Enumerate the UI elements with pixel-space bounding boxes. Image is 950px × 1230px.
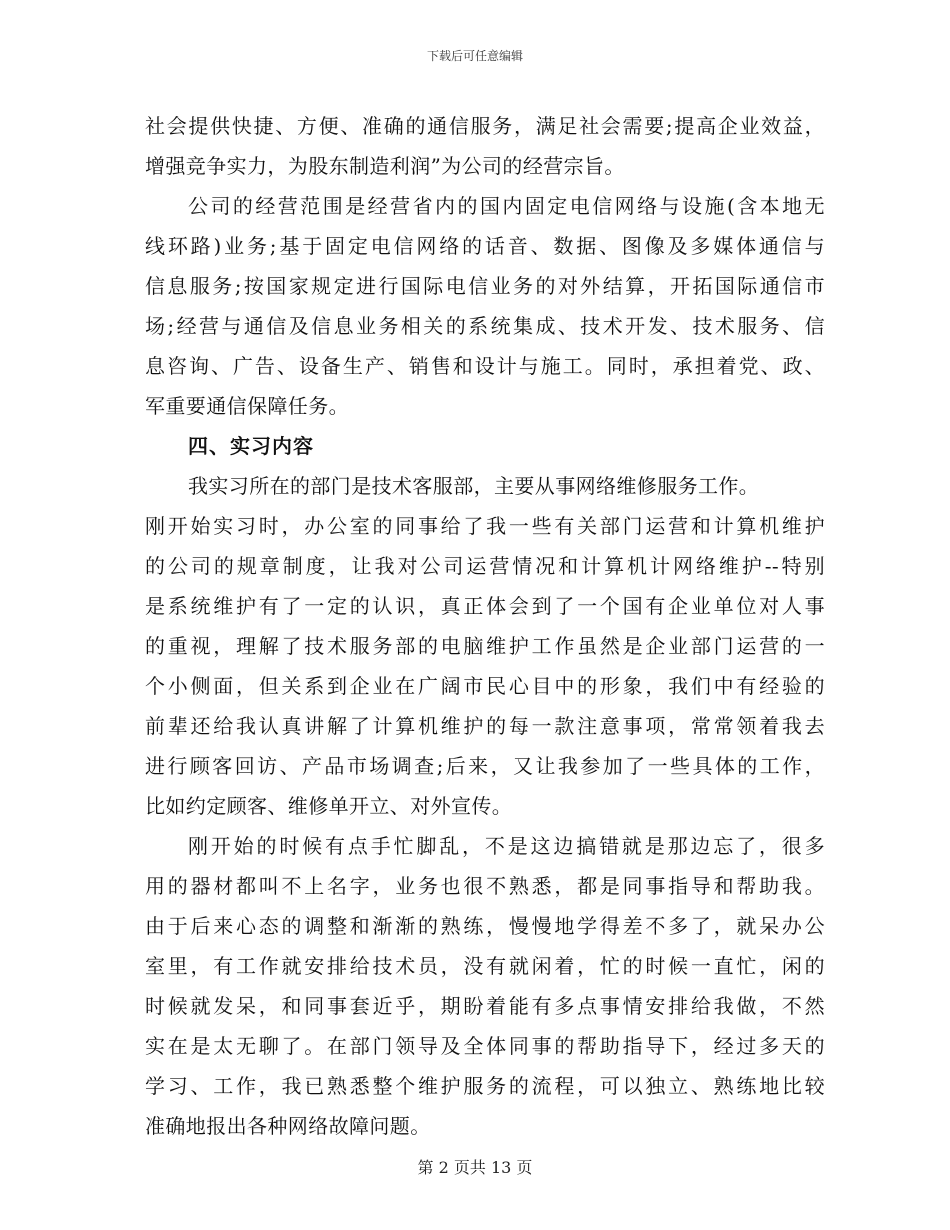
body-line: 社会提供快捷、方便、准确的通信服务，满足社会需要;提高企业效益， (145, 114, 825, 138)
body-line: 时候就发呆，和同事套近乎，期盼着能有多点事情安排给我做，不然 (145, 994, 825, 1018)
body-line: 是系统维护有了一定的认识，真正体会到了一个国有企业单位对人事 (145, 594, 825, 618)
body-line: 的公司的规章制度，让我对公司运营情况和计算机计网络维护--特别 (145, 554, 825, 578)
body-line: 前辈还给我认真讲解了计算机维护的每一款注意事项，常常领着我去 (145, 714, 825, 738)
body-line: 刚开始的时候有点手忙脚乱，不是这边搞错就是那边忘了，很多 (188, 834, 825, 858)
body-line: 室里，有工作就安排给技术员，没有就闲着，忙的时候一直忙，闲的 (145, 954, 825, 978)
section-heading: 四、实习内容 (188, 434, 314, 458)
body-line: 息咨询、广告、设备生产、销售和设计与施工。同时，承担着党、政、 (145, 354, 825, 378)
body-line: 信息服务;按国家规定进行国际电信业务的对外结算，开拓国际通信市 (145, 274, 825, 298)
page-header: 下载后可任意编辑 (426, 49, 523, 63)
page-number: 第 2 页共 13 页 (417, 1158, 533, 1177)
body-line: 用的器材都叫不上名字，业务也很不熟悉，都是同事指导和帮助我。 (145, 874, 825, 898)
body-line: 场;经营与通信及信息业务相关的系统集成、技术开发、技术服务、信 (145, 314, 825, 338)
body-line: 学习、工作，我已熟悉整个维护服务的流程，可以独立、熟练地比较 (145, 1074, 825, 1098)
body-line: 公司的经营范围是经营省内的国内固定电信网络与设施(含本地无 (188, 194, 825, 218)
body-line: 线环路)业务;基于固定电信网络的话音、数据、图像及多媒体通信与 (145, 234, 825, 258)
body-line: 增强竞争实力，为股东制造利润”为公司的经营宗旨。 (145, 154, 625, 178)
body-line: 比如约定顾客、维修单开立、对外宣传。 (145, 794, 513, 818)
body-line: 军重要通信保障任务。 (145, 394, 349, 418)
body-line: 的重视，理解了技术服务部的电脑维护工作虽然是企业部门运营的一 (145, 634, 825, 658)
body-line: 我实习所在的部门是技术客服部，主要从事网络维修服务工作。 (188, 474, 760, 498)
body-line: 实在是太无聊了。在部门领导及全体同事的帮助指导下，经过多天的 (145, 1034, 825, 1058)
document-body (145, 106, 825, 1146)
body-line: 刚开始实习时，办公室的同事给了我一些有关部门运营和计算机维护 (145, 514, 825, 538)
body-line: 由于后来心态的调整和渐渐的熟练，慢慢地学得差不多了，就呆办公 (145, 914, 825, 938)
body-line: 个小侧面，但关系到企业在广阔市民心目中的形象，我们中有经验的 (145, 674, 825, 698)
body-line: 准确地报出各种网络故障问题。 (145, 1114, 431, 1138)
body-line: 进行顾客回访、产品市场调查;后来，又让我参加了一些具体的工作， (145, 754, 825, 778)
